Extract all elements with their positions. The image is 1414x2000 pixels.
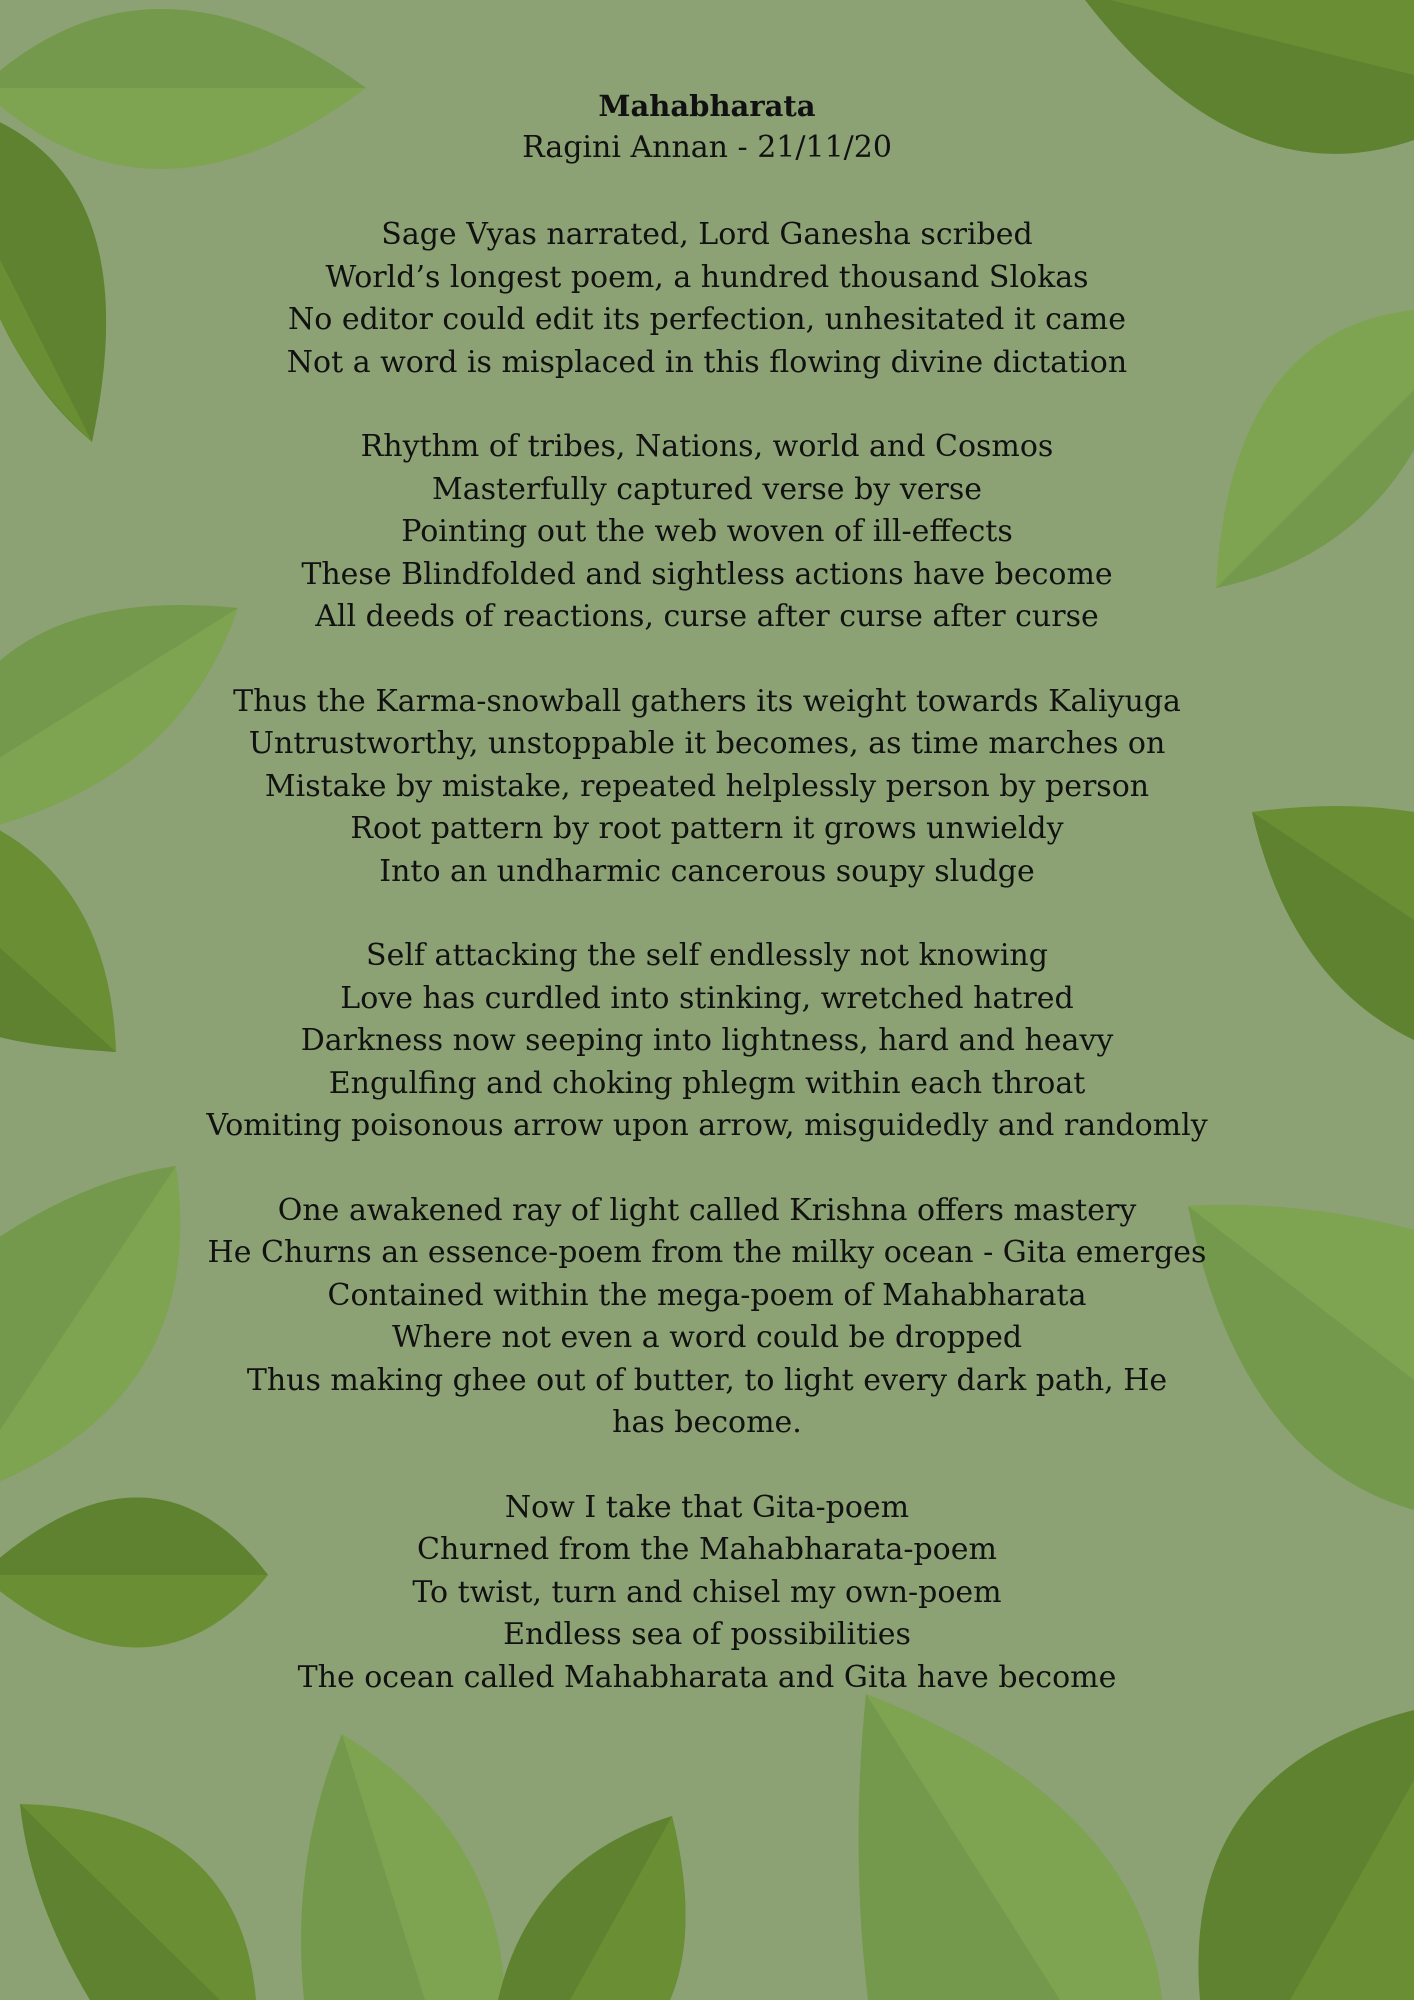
poem-line: Endless sea of possibilities — [503, 1617, 911, 1652]
poem-line: Root pattern by root pattern it grows unwieldy — [350, 811, 1064, 846]
stanza-1 — [0, 214, 1414, 384]
poem-line: Rhythm of tribes, Nations, world and Cosmos — [360, 429, 1054, 464]
poem-line: Darkness now seeping into lightness, hard and heavy — [300, 1023, 1114, 1058]
leaf-bottom-right — [1198, 1710, 1414, 2000]
leaf-bottom-left — [301, 1734, 505, 2000]
poem-line: The ocean called Mahabharata and Gita have become — [297, 1659, 1117, 1695]
stanza-4 — [0, 935, 1414, 1148]
author-date-byline: Ragini Annan - 21/11/20 — [522, 130, 892, 165]
poem-line: All deeds of reactions, curse after curse after curse — [315, 599, 1099, 634]
poem-line: Pointing out the web woven of ill-effects — [401, 514, 1013, 549]
poem-line: One awakened ray of light called Krishna offers mastery — [277, 1192, 1137, 1228]
leaf-bottom-center-left — [498, 1816, 686, 2000]
stanza-5 — [0, 1190, 1414, 1445]
poem-line: Thus making ghee out of butter, to light every dark path, He has become. — [246, 1362, 1168, 1440]
poem-line: He Churns an essence-poem from the milky ocean - Gita emerges — [207, 1235, 1207, 1270]
poem-line: Churned from the Mahabharata-poem — [417, 1532, 997, 1567]
poem-line: Engulfing and choking phlegm within each throat — [328, 1065, 1086, 1101]
poem-title: Mahabharata — [598, 89, 816, 123]
poem-line: World’s longest poem, a hundred thousand Slokas — [325, 259, 1089, 295]
stanza-3 — [0, 681, 1414, 894]
poem-line: Vomiting poisonous arrow upon arrow, misguidedly and randomly — [206, 1108, 1208, 1143]
poem-line: No editor could edit its perfection, unhesitated it came — [288, 302, 1126, 337]
stanza-6 — [0, 1487, 1414, 1700]
poem-line: Not a word is misplaced in this flowing divine dictation — [286, 344, 1128, 380]
leaf-bottom-far-left — [20, 1804, 256, 2000]
poem-line: Sage Vyas narrated, Lord Ganesha scribed — [381, 217, 1033, 252]
poem-line: Masterfully captured verse by verse — [432, 471, 982, 507]
poem-line: To twist, turn and chisel my own-poem — [412, 1574, 1002, 1610]
poem-line: Where not even a word could be dropped — [391, 1320, 1023, 1355]
poem-line: Into an undharmic cancerous soupy sludge — [379, 853, 1035, 889]
poem-line: Love has curdled into stinking, wretched hatred — [340, 980, 1074, 1016]
poem-line: Self attacking the self endlessly not knowing — [366, 938, 1048, 973]
poem-line: Untrustworthy, unstoppable it becomes, as time marches on — [248, 726, 1166, 761]
poem-line: Now I take that Gita-poem — [504, 1489, 910, 1525]
poem-line: Mistake by mistake, repeated helplessly person by person — [264, 768, 1150, 804]
poem-line: These Blindfolded and sightless actions have become — [301, 556, 1113, 592]
poem-line: Contained within the mega-poem of Mahabharata — [327, 1277, 1087, 1313]
poem-line: Thus the Karma-snowball gathers its weight towards Kaliyuga — [233, 683, 1181, 719]
poem-body — [0, 214, 1414, 1741]
stanza-2 — [0, 426, 1414, 639]
